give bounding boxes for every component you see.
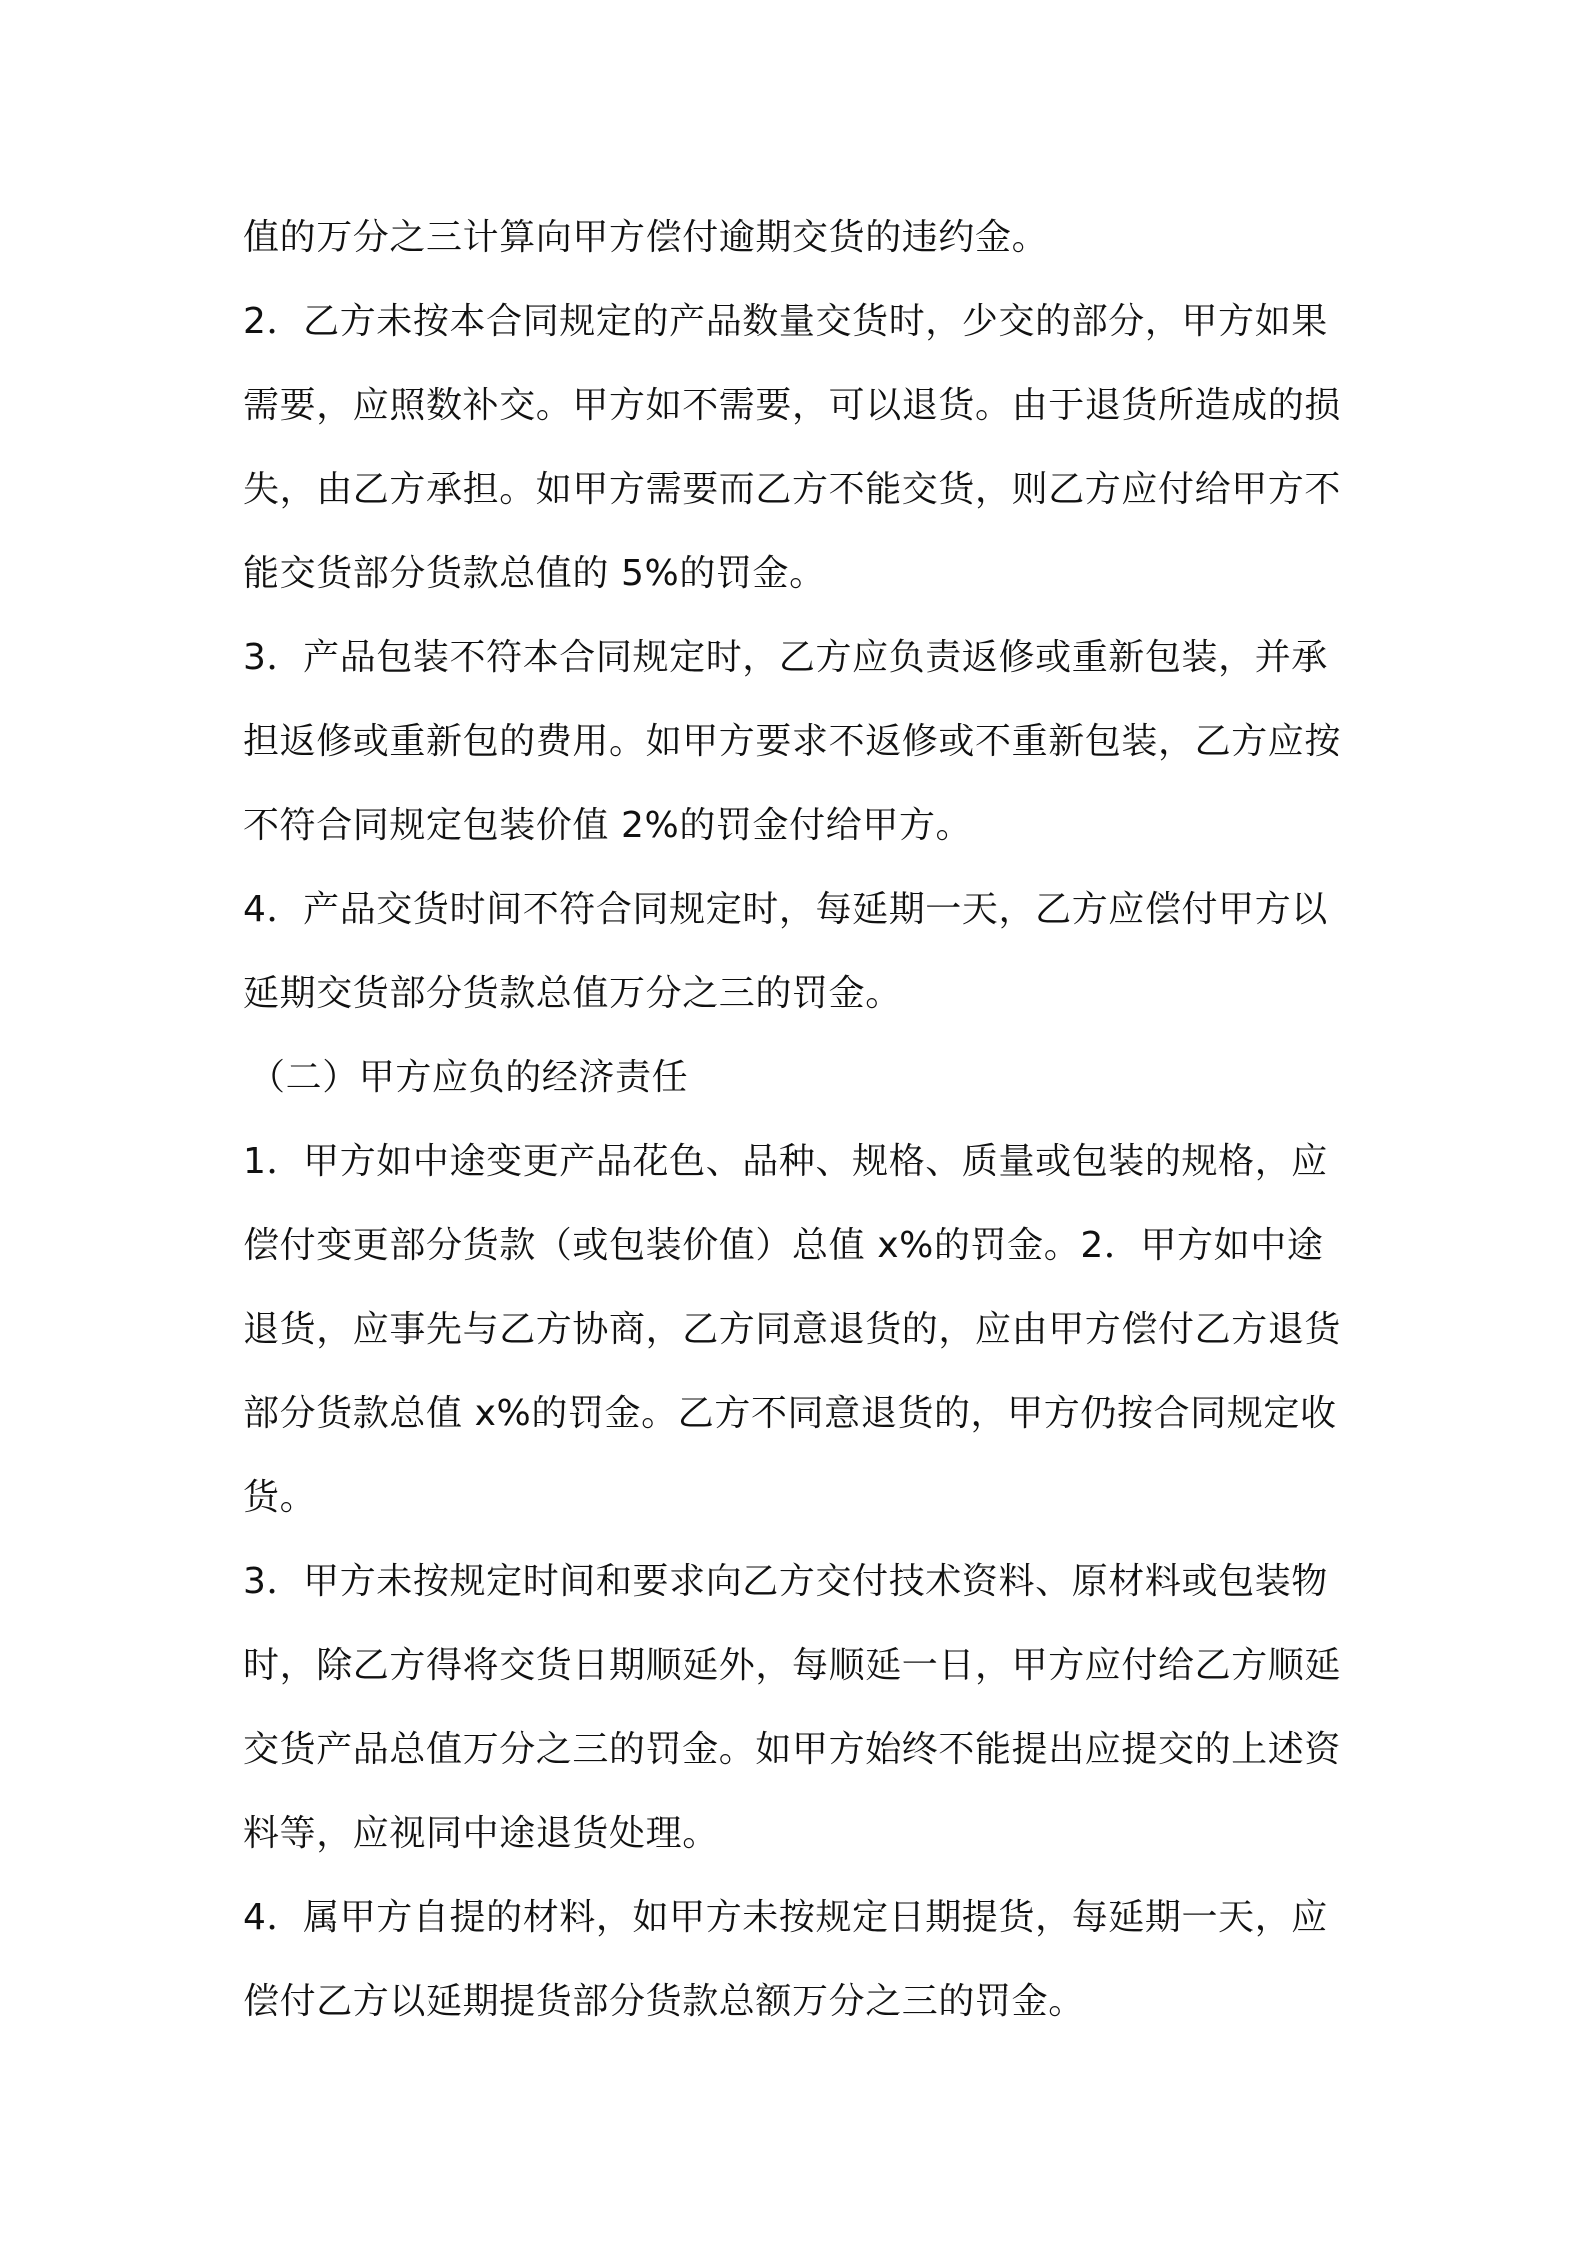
text-line: 失，由乙方承担。如甲方需要而乙方不能交货，则乙方应付给甲方不 <box>243 469 1342 510</box>
text-line: 3．甲方未按规定时间和要求向乙方交付技术资料、原材料或包装物 <box>243 1561 1328 1602</box>
text-line: 4．属甲方自提的材料，如甲方未按规定日期提货，每延期一天，应 <box>243 1897 1328 1938</box>
text-line: 4．产品交货时间不符合同规定时，每延期一天，乙方应偿付甲方以 <box>243 889 1328 930</box>
text-line: 不符合同规定包装价值 2%的罚金付给甲方。 <box>243 805 973 846</box>
text-line: 值的万分之三计算向甲方偿付逾期交货的违约金。 <box>243 217 1049 258</box>
section-heading: （二）甲方应负的经济责任 <box>249 1057 689 1098</box>
contract-text-block <box>243 196 1363 2044</box>
text-line: 货。 <box>243 1477 317 1518</box>
text-line: 偿付乙方以延期提货部分货款总额万分之三的罚金。 <box>243 1981 1085 2022</box>
text-line: 偿付变更部分货款（或包装价值）总值 x%的罚金。2．甲方如中途 <box>243 1225 1324 1266</box>
text-line: 部分货款总值 x%的罚金。乙方不同意退货的，甲方仍按合同规定收 <box>243 1393 1337 1434</box>
text-line: 料等，应视同中途退货处理。 <box>243 1813 719 1854</box>
text-line: 3．产品包装不符本合同规定时，乙方应负责返修或重新包装，并承 <box>243 637 1328 678</box>
text-line: 担返修或重新包的费用。如甲方要求不返修或不重新包装，乙方应按 <box>243 721 1342 762</box>
text-line: 延期交货部分货款总值万分之三的罚金。 <box>243 973 902 1014</box>
text-line: 时，除乙方得将交货日期顺延外，每顺延一日，甲方应付给乙方顺延 <box>243 1645 1342 1686</box>
text-line: 交货产品总值万分之三的罚金。如甲方始终不能提出应提交的上述资 <box>243 1729 1342 1770</box>
text-line: 2．乙方未按本合同规定的产品数量交货时，少交的部分，甲方如果 <box>243 301 1328 342</box>
text-line: 1．甲方如中途变更产品花色、品种、规格、质量或包装的规格，应 <box>243 1141 1328 1182</box>
text-line: 需要，应照数补交。甲方如不需要，可以退货。由于退货所造成的损 <box>243 385 1342 426</box>
text-line: 能交货部分货款总值的 5%的罚金。 <box>243 553 826 594</box>
text-line: 退货，应事先与乙方协商，乙方同意退货的，应由甲方偿付乙方退货 <box>243 1309 1342 1350</box>
